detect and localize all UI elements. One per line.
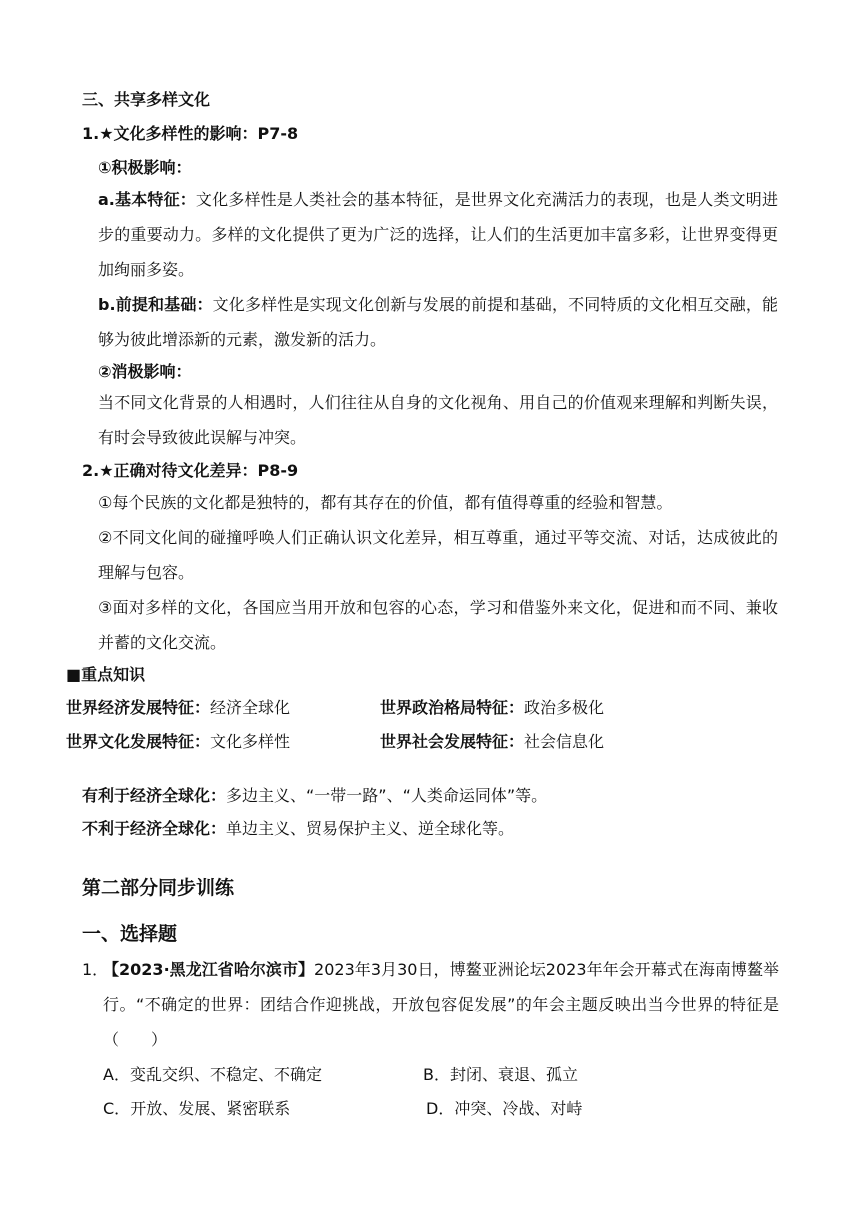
option-b-text: 封闭、衰退、孤立 [449, 1065, 578, 1084]
choice-section-title: 一、选择题 [82, 923, 178, 945]
question-1-text: 2023年3月30日，博鳌亚洲论坛2023年年会开幕式在海南博鳌举行。“不确定的世界：团结合作迎挑战，开放包容促发展”的年会主题反映出当今世界的特征是（ ） [103, 960, 779, 1049]
paragraph-b-label: b.前提和基础： [98, 295, 213, 314]
key-row-2-right-label: 世界社会发展特征： [380, 732, 525, 751]
item2-title: 2.★正确对待文化差异：P8-9 [82, 461, 299, 480]
key-row-1-right-value: 政治多极化 [524, 698, 605, 717]
paragraph-a [98, 182, 778, 287]
option-a-key: A． [103, 1065, 130, 1084]
option-b-key: B． [423, 1065, 450, 1084]
key-row-2-left [66, 732, 290, 752]
positive-impact-title: ①积极影响： [98, 158, 192, 177]
paragraph-b [98, 287, 778, 357]
key-row-1-left-label: 世界经济发展特征： [66, 698, 211, 717]
key-row-1-right [380, 698, 604, 718]
option-a-text: 变乱交织、不稳定、不确定 [129, 1065, 322, 1084]
key-knowledge-title: ■重点知识 [66, 665, 146, 684]
key-row-1-left-value: 经济全球化 [210, 698, 291, 717]
unfavorable-label: 不利于经济全球化： [82, 819, 227, 838]
option-d[interactable] [426, 1099, 582, 1119]
key-row-2-right-value: 社会信息化 [524, 732, 605, 751]
option-d-key: D． [426, 1099, 455, 1118]
option-d-text: 冲突、冷战、对峙 [454, 1099, 583, 1118]
paragraph-a-text: 文化多样性是人类社会的基本特征，是世界文化充满活力的表现，也是人类文明进步的重要动力。多样的文化提供了更为广泛的选择，让人们的生活更加丰富多彩，让世界变得更加绚丽多姿。 [98, 190, 778, 279]
option-c[interactable] [103, 1099, 290, 1119]
negative-impact-text: 当不同文化背景的人相遇时，人们往往从自身的文化视角、用自己的价值观来理解和判断失误，有时会导致彼此误解与冲突。 [98, 393, 778, 447]
paragraph-a-label: a.基本特征： [98, 190, 196, 209]
item2-point1: ①每个民族的文化都是独特的，都有其存在的价值，都有值得尊重的经验和智慧。 [98, 493, 673, 512]
unfavorable-line [82, 819, 514, 839]
question-1-stem [103, 952, 779, 1057]
question-1-source: 【2023·黑龙江省哈尔滨市】 [103, 960, 315, 979]
favorable-line [82, 786, 547, 806]
option-a[interactable] [103, 1065, 322, 1085]
item2-point2: ②不同文化间的碰撞呼唤人们正确认识文化差异，相互尊重，通过平等交流、对话，达成彼此的理解与包容。 [98, 528, 778, 582]
paragraph-b-text: 文化多样性是实现文化创新与发展的前提和基础，不同特质的文化相互交融，能够为彼此增添新的元素，激发新的活力。 [98, 295, 778, 349]
favorable-label: 有利于经济全球化： [82, 786, 227, 805]
item2-point3: ③面对多样的文化，各国应当用开放和包容的心态，学习和借鉴外来文化，促进和而不同、兼收并蓄的文化交流。 [98, 598, 778, 652]
part2-title: 第二部分同步训练 [82, 877, 235, 899]
option-b[interactable] [423, 1065, 578, 1085]
key-row-1-right-label: 世界政治格局特征： [380, 698, 525, 717]
favorable-value: 多边主义、“一带一路”、“人类命运同体”等。 [226, 786, 548, 805]
key-row-2-left-value: 文化多样性 [210, 732, 291, 751]
key-row-2-left-label: 世界文化发展特征： [66, 732, 211, 751]
question-1-number: 1． [82, 960, 109, 979]
option-c-text: 开放、发展、紧密联系 [130, 1099, 291, 1118]
option-c-key: C． [103, 1099, 131, 1118]
section-title: 三、共享多样文化 [82, 90, 211, 109]
item1-title: 1.★文化多样性的影响：P7-8 [82, 124, 299, 143]
unfavorable-value: 单边主义、贸易保护主义、逆全球化等。 [226, 819, 515, 838]
key-row-2-right [380, 732, 604, 752]
key-row-1-left [66, 698, 290, 718]
negative-impact-title: ②消极影响： [98, 362, 192, 381]
